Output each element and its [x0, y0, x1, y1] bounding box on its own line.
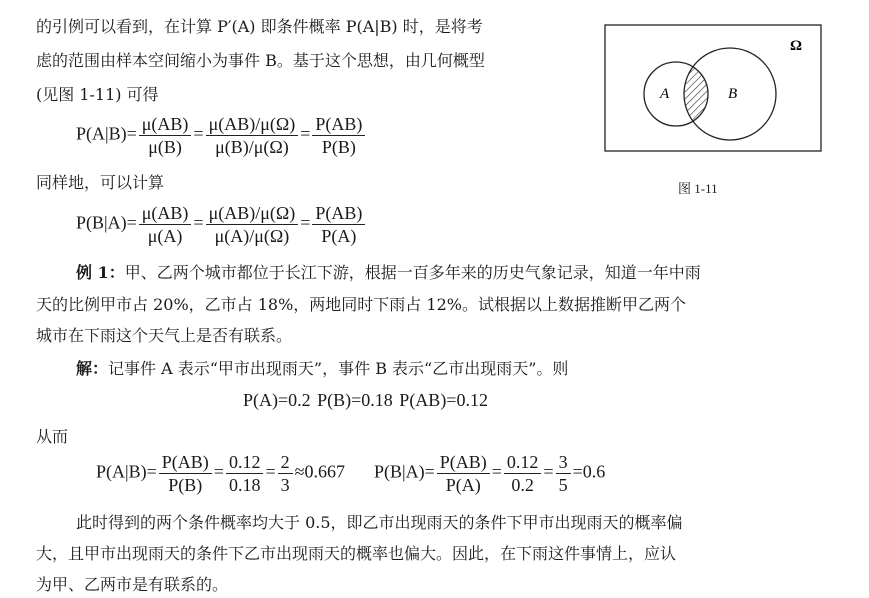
eq2-lhs: P(B|A)= — [76, 212, 137, 233]
omega-label: Ω — [790, 38, 803, 54]
venn-diagram — [604, 24, 822, 152]
eq3-lhs2: P(B|A)= — [373, 461, 435, 482]
para1-line2: 虑的范围由样本空间缩小为事件 B。基于这个思想，由几何概型 — [36, 51, 485, 70]
equation-3: P(A|B)= $\frac{P(AB)}{P(B)}$ = $\frac{0.12}{0.18}$ = $\frac{2}{3}$ ≈0.667 P(B|A)= $\frac{P(AB)}{P(A)}$ = $\frac{0.12}{0.2}$ = $\frac{3}{5}$ =0.6 — [96, 452, 606, 495]
example-text1: 甲、乙两个城市都位于长江下游，根据一百多年来的历史气象记录，知道一年中雨 — [124, 263, 701, 282]
eq2-frac1: $\frac{\mu(AB)}{\mu(A)}$ — [139, 203, 192, 246]
example-line1 — [76, 262, 701, 284]
similarly-text: 同样地，可以计算 — [36, 173, 165, 192]
eq3-frac3: $\frac{2}{3}$ — [278, 452, 293, 495]
conclusion-line2: 大，且甲市出现雨天的条件下乙市出现雨天的概率也偏大。因此，在下雨这件事情上，应认 — [36, 544, 677, 563]
eq2-frac3: $\frac{P(AB)}{P(A)}$ — [312, 203, 365, 246]
eq3-result2: =0.6 — [572, 461, 606, 482]
eq1-frac1: $\frac{\mu(AB)}{\mu(B)}$ — [139, 114, 192, 157]
eq2-frac2: $\frac{\mu(AB)/\mu(\Omega)}{\mu(A)/\mu(\Omega)}$ — [206, 203, 299, 246]
example-label: 例 1： — [76, 263, 125, 282]
sample-space-rect — [605, 25, 821, 151]
figure-caption: 图 1-11 — [678, 181, 718, 196]
given-probabilities: P(A)=0.2 P(B)=0.18 P(AB)=0.12 — [243, 390, 488, 410]
solution-line1 — [76, 358, 568, 380]
para1-line1: 的引例可以看到，在计算 P′(A) 即条件概率 P(A|B) 时，是将考 — [36, 17, 483, 36]
eq3-frac4: $\frac{P(AB)}{P(A)}$ — [437, 452, 490, 495]
eq3-frac6: $\frac{3}{5}$ — [556, 452, 571, 495]
eq1-frac2: $\frac{\mu(AB)/\mu(\Omega)}{\mu(B)/\mu(\Omega)}$ — [206, 114, 299, 157]
eq3-frac2: $\frac{0.12}{0.18}$ — [226, 452, 264, 495]
equation-2: P(B|A)= $\frac{\mu(AB)}{\mu(A)}$ = $\frac{\mu(AB)/\mu(\Omega)}{\mu(A)/\mu(\Omega)}$ = $\frac{P(AB)}{P(A)}$ — [76, 203, 367, 246]
eq3-frac1: $\frac{P(AB)}{P(B)}$ — [159, 452, 212, 495]
eq3-frac5: $\frac{0.12}{0.2}$ — [504, 452, 542, 495]
label-b: B — [728, 86, 738, 102]
eq3-approx: ≈0.667 — [294, 461, 345, 482]
therefore-text: 从而 — [36, 427, 69, 446]
eq1-frac3: $\frac{P(AB)}{P(B)}$ — [312, 114, 365, 157]
eq3-lhs: P(A|B)= — [96, 461, 157, 482]
eq1-lhs: P(A|B)= — [76, 123, 137, 144]
solution-text1: 记事件 A 表示“甲市出现雨天”，事件 B 表示“乙市出现雨天”。则 — [108, 359, 569, 378]
example-line2: 天的比例甲市占 20%，乙市占 18%，两地同时下雨占 12%。试根据以上数据推断甲乙两个 — [36, 295, 686, 314]
example-line3: 城市在下雨这个天气上是否有联系。 — [36, 326, 293, 345]
equation-1: P(A|B)= $\frac{\mu(AB)}{\mu(B)}$ = $\frac{\mu(AB)/\mu(\Omega)}{\mu(B)/\mu(\Omega)}$ = $\frac{P(AB)}{P(B)}$ — [76, 114, 367, 157]
venn-figure — [604, 24, 822, 152]
label-a: A — [660, 86, 670, 102]
para1-line3: (见图 1-11) 可得 — [36, 85, 159, 104]
conclusion-line3: 为甲、乙两市是有联系的。 — [36, 575, 229, 594]
solution-label: 解： — [76, 359, 109, 378]
conclusion-line1: 此时得到的两个条件概率均大于 0.5，即乙市出现雨天的条件下甲市出现雨天的概率偏 — [76, 513, 683, 532]
